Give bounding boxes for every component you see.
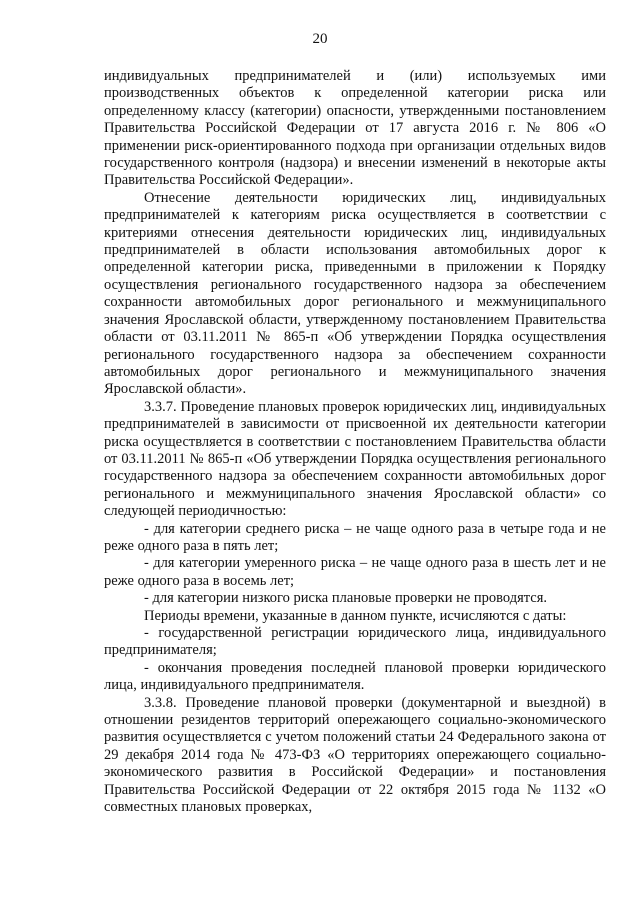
document-body (104, 68, 606, 816)
list-item-registration: - государственной регистрации юридического лица, индивидуального предпринимателя; (104, 625, 606, 659)
page-number: 20 (312, 31, 328, 47)
list-item-medium-risk: - для категории среднего риска – не чаще одного раза в четыре года и не реже одного раза в пять лет; (104, 520, 606, 554)
list-item-moderate-risk: - для категории умеренного риска – не чаще одного раза в шесть лет и не реже одного раза в восемь лет; (104, 555, 606, 589)
list-item-low-risk: - для категории низкого риска плановые проверки не проводятся. (144, 590, 548, 607)
paragraph-2: Отнесение деятельности юридических лиц, индивидуальных предпринимателей к категориям риска осуществляется в соответствии с критериями отнесения деятельности юридических лиц, индивидуальных предпринимателей в области использования автомобильных дорог к определенной категории риска, приведенными в приложении к Порядку осуществления регионального государственного надзора за обеспечением сохранности автомобильных дорог регионального и межмуниципального значения Ярославской области, утвержденному постановлением Правительства области от 03.11.2011 № 865-п «Об утверждении Порядка осуществления регионального государственного надзора за обеспечением сохранности автомобильных дорог регионального и межмуниципального значения Ярославской области». (104, 189, 606, 398)
paragraph-3-3-8: 3.3.8. Проведение плановой проверки (документарной и выездной) в отношении резидентов территорий опережающего социально-экономического развития осуществляется с учетом положений статьи 24 Федерального закона от 29 декабря 2014 года № 473-ФЗ «О территориях опережающего социально-экономического развития в Российской Федерации» и постановления Правительства Российской Федерации от 22 октября 2015 года № 1132 «О совместных плановых проверках, (104, 694, 606, 816)
list-item-last-inspection: - окончания проведения последней плановой проверки юридического лица, индивидуального предпринимателя. (104, 659, 606, 694)
paragraph-periods: Периоды времени, указанные в данном пункте, исчисляются с даты: (144, 607, 567, 624)
paragraph-1: индивидуальных предпринимателей и (или) используемых ими производственных объектов к определенной категории риска или определенному классу (категории) опасности, утвержденными постановлением Правительства Российской Федерации от 17 августа 2016 г. № 806 «О применении риск-ориентированного подхода при организации отдельных видов государственного контроля (надзора) и внесении изменений в некоторые акты Правительства Российской Федерации». (104, 68, 606, 189)
paragraph-3-3-7: 3.3.7. Проведение плановых проверок юридических лиц, индивидуальных предпринимателей в зависимости от присвоенной их деятельности категории риска осуществляется в соответствии с постановлением Правительства области от 03.11.2011 № 865-п «Об утверждении Порядка осуществления регионального государственного надзора за обеспечением сохранности автомобильных дорог регионального и межмуниципального значения Ярославской области» со следующей периодичностью: (104, 398, 606, 520)
